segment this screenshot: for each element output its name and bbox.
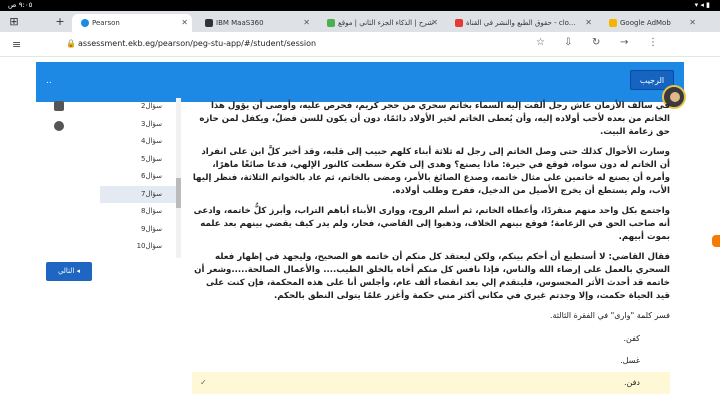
passage-paragraph: في سالف الأزمان عاش رجل ألقت إليه السماء بخاتم سحري من حجر كريم، فحرص عليه، وأوصى أن يؤول هذا الخاتم من بعده لأحب أولاده إليه، وأن يُعطى الخاتم لخير الأولاد دائمًا، دون أن يكون للسن فضلٌ، ويكفل لمن حازه حق زعامة البيت. — [199, 101, 670, 137]
check-icon: ✓ — [200, 378, 207, 387]
system-status-bar — [0, 0, 720, 11]
close-tab-icon[interactable]: ✕ — [431, 18, 438, 27]
tab-youtube[interactable] — [446, 14, 596, 32]
question-item[interactable]: سؤال6 — [141, 172, 162, 180]
close-tab-icon[interactable]: ✕ — [585, 18, 592, 27]
admob-favicon-icon — [609, 19, 617, 27]
answer-option-selected[interactable] — [192, 372, 670, 394]
question-item-current[interactable]: سؤال7 — [100, 186, 180, 204]
answer-option[interactable] — [192, 328, 670, 350]
ibm-favicon-icon — [205, 19, 213, 27]
sidebar-scrollbar[interactable] — [176, 98, 181, 258]
passage-paragraph: فقال القاضي: لا أستطيع أن أحكم بينكم، ولكن ليعتقد كل منكم أن خاتمه هو الصحيح، وليجهد في إظهار فعله السحري بالعمل على إرضاء الله والناس، فإذا نافس كل منكم أخاه بالخلق الطيب.... والأعمال الصالحة.....وشعر أن خاتمه قد أحدث الأثر المحسوس، فليتقدم إلي بعد انقضاء ألف عام، وأجلس أنا على هذه المحكمة، فإن كنت على قيد الحياة حكمت، وإلا وجدتم غيري في مكاني أكثر مني حكمة وأغزر علمًا يتولى النطق بالحكم. — [194, 252, 670, 301]
next-button[interactable]: التالي ◂ — [46, 262, 92, 281]
question-list — [100, 98, 180, 256]
info-icon[interactable] — [54, 121, 64, 131]
scrollbar-thumb[interactable] — [176, 178, 181, 208]
download-icon[interactable]: ⇩ — [564, 37, 573, 48]
option-label: كفن. — [623, 334, 640, 343]
question-prompt: فسر كلمة "وارى" في الفقرة الثالثة. — [549, 311, 670, 320]
tab-label: حقوق الطبع والنشر في القناة - clo... — [466, 19, 576, 27]
answer-option[interactable] — [192, 350, 670, 372]
tab-pearson[interactable] — [72, 14, 192, 32]
header-dots: .. — [46, 76, 52, 86]
status-icons: ▾ ◂ ▮ — [694, 1, 710, 9]
address-bar — [0, 32, 720, 57]
tab-overview-icon[interactable]: ⊞ — [9, 15, 19, 28]
url-field[interactable]: assessment.ekb.eg/pearson/peg-stu-app/#/student/session — [78, 39, 317, 48]
status-time: ٩:٠٥ ص — [8, 1, 33, 9]
option-label: دفن. — [623, 378, 640, 387]
forward-icon[interactable]: → — [620, 37, 629, 48]
more-icon[interactable]: ⋮ — [648, 37, 658, 48]
site-favicon-icon — [327, 19, 335, 27]
passage-area — [192, 100, 670, 394]
browser-tab-bar — [0, 11, 720, 32]
passage-paragraph: واجتمع بكل واحد منهم منفردًا، وأعطاه الخاتم، ثم أسلم الروح، ووارى الأبناء أباهم التراب، وأبرز كلُّ خاتمه، وادعى أنه صاحب الحق في الزعامة؛ فوقع بينهم الخلاف، وذهبوا إلى القاضي، فحار، ولم يدر كيف يقضي بينهم بعد علمه بموت أبيهم. — [193, 206, 670, 242]
reload-icon[interactable]: ↻ — [592, 37, 601, 48]
star-icon[interactable]: ☆ — [536, 37, 545, 48]
question-item[interactable]: سؤال3 — [141, 119, 162, 128]
pearson-favicon-icon — [81, 19, 89, 27]
floating-handle[interactable] — [712, 235, 720, 247]
header-button[interactable]: الرجيب — [630, 70, 674, 90]
option-label: غسل. — [620, 356, 640, 365]
sidebar-icon-column — [46, 95, 72, 260]
tab-label: IBM MaaS360 — [216, 19, 264, 27]
close-tab-icon[interactable]: ✕ — [303, 18, 310, 27]
tab-ai-explanation[interactable] — [318, 14, 442, 32]
tab-ibm-maas360[interactable] — [196, 14, 314, 32]
menu-icon[interactable]: ≡ — [12, 38, 22, 51]
question-item[interactable]: سؤال8 — [141, 207, 162, 215]
tab-admob[interactable] — [600, 14, 700, 32]
tab-label: شرح | الذكاء الجزء الثاني | موقع — [338, 19, 434, 27]
tab-label: Google AdMob — [620, 19, 671, 27]
question-item[interactable]: سؤال9 — [141, 224, 162, 233]
avatar-face-icon — [670, 92, 680, 102]
lock-icon[interactable]: 🔒 — [66, 39, 76, 48]
question-item[interactable]: سؤال2 — [141, 102, 162, 110]
passage-paragraph: وسارت الأحوال كذلك حتى وصل الخاتم إلى رجل له ثلاثة أبناء كلهم حبيب إلى قلبه، وقد أخبر كلَّ ابن على انفراد أن الخاتم له دون سواه، فوقع في حيرة: ماذا يصنع؟ وهدى إلى فكرة سطعت كالنور الإلهي، فدعا صائغًا ماهرًا، وأمره أن يصنع له خاتمين على مثال خاتمه، وصدع الصائغ بالأمر، ومضى بالخاتم، ثم عاد بالخواتم الثلاثة، فنظر إليها الأب، ولم يستطع أن يخرج الأصيل من الدخيل، ففرح وطلب أولاده. — [192, 147, 670, 196]
question-item[interactable]: سؤال5 — [141, 154, 162, 163]
new-tab-icon[interactable]: + — [55, 15, 65, 28]
youtube-favicon-icon — [455, 19, 463, 27]
question-item[interactable]: سؤال4 — [141, 137, 162, 145]
question-item[interactable]: سؤال10 — [136, 242, 162, 250]
close-tab-icon[interactable]: ✕ — [181, 18, 188, 27]
calculator-icon[interactable] — [54, 101, 64, 111]
close-tab-icon[interactable]: ✕ — [689, 18, 696, 27]
tab-label: Pearson — [92, 19, 120, 27]
